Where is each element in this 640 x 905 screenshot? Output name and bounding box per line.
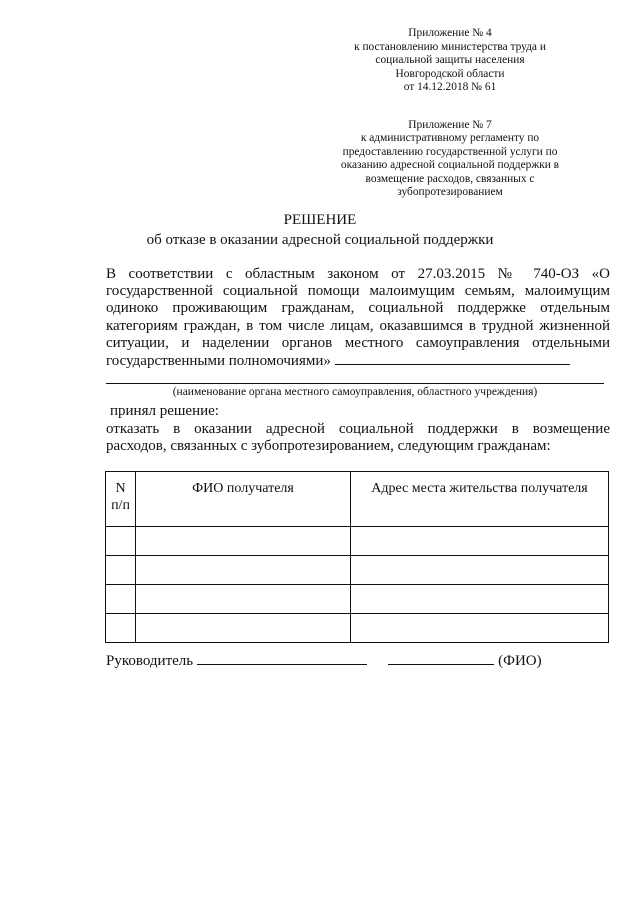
annex-line: социальной защиты населения bbox=[375, 54, 525, 67]
table-row bbox=[106, 614, 609, 643]
signature-block bbox=[106, 653, 542, 670]
table-cell[interactable] bbox=[351, 556, 609, 585]
table-cell[interactable] bbox=[351, 585, 609, 614]
annex-line: Приложение № 7 bbox=[408, 119, 492, 131]
paragraph-line: В соответствии с областным законом от 27.03.2015 № 740-ОЗ «О bbox=[106, 266, 610, 282]
table-cell[interactable] bbox=[351, 527, 609, 556]
column-header-address: Адрес места жительства получателя bbox=[351, 472, 609, 527]
blank-fill-line bbox=[335, 352, 570, 365]
table-cell[interactable] bbox=[136, 585, 351, 614]
annex-line: возмещение расходов, связанных с bbox=[365, 172, 535, 185]
paragraph-line: государственной социальной помощи малоимущим семьям, малоимущим bbox=[106, 283, 610, 300]
annex-line: предоставлению государственной услуги по bbox=[342, 145, 558, 158]
decision-label: принял решение: bbox=[110, 403, 219, 419]
authority-name-underline bbox=[106, 383, 604, 384]
paragraph-line: одиноко проживающим гражданам, социальной поддержке отдельным bbox=[106, 300, 610, 317]
paragraph-line: расходов, связанных с зубопротезированием, следующим гражданам: bbox=[106, 438, 551, 455]
paragraph-line: ситуации, и наделении органов местного самоуправления отдельными bbox=[106, 334, 610, 351]
column-header-name: ФИО получателя bbox=[136, 472, 351, 527]
authority-name-caption: (наименование органа местного самоуправления, областного учреждения) bbox=[172, 386, 538, 398]
document-title: РЕШЕНИЕ bbox=[283, 212, 357, 228]
annex-line: к административному регламенту по bbox=[360, 132, 540, 145]
table-cell[interactable] bbox=[136, 527, 351, 556]
fio-label: (ФИО) bbox=[498, 653, 542, 669]
annex-header-regulation bbox=[330, 119, 570, 199]
table-cell[interactable] bbox=[136, 614, 351, 643]
legal-basis-paragraph bbox=[106, 266, 610, 370]
paragraph-line: отказать в оказании адресной социальной поддержки в возмещение bbox=[106, 421, 610, 437]
document-subtitle: об отказе в оказании адресной социальной поддержки bbox=[146, 232, 494, 248]
table-cell[interactable] bbox=[106, 585, 136, 614]
annex-header-order bbox=[330, 27, 570, 95]
table-cell[interactable] bbox=[106, 556, 136, 585]
table-row bbox=[106, 585, 609, 614]
annex-line: Приложение № 4 bbox=[408, 27, 492, 39]
table-cell[interactable] bbox=[136, 556, 351, 585]
table-row bbox=[106, 527, 609, 556]
annex-line: от 14.12.2018 № 61 bbox=[403, 81, 497, 94]
refusal-paragraph bbox=[106, 421, 610, 455]
table-cell[interactable] bbox=[351, 614, 609, 643]
annex-line: к постановлению министерства труда и bbox=[354, 40, 546, 53]
table-cell[interactable] bbox=[106, 614, 136, 643]
annex-line: оказанию адресной социальной поддержки в bbox=[340, 159, 560, 172]
table-row bbox=[106, 556, 609, 585]
fio-line[interactable] bbox=[388, 653, 494, 665]
column-header-number: N п/п bbox=[106, 472, 136, 527]
signature-label: Руководитель bbox=[106, 653, 194, 669]
annex-line: зубопротезированием bbox=[397, 186, 503, 199]
annex-line: Новгородской области bbox=[395, 67, 505, 80]
table-cell[interactable] bbox=[106, 527, 136, 556]
recipients-table bbox=[105, 471, 609, 643]
paragraph-line: категориям граждан, в том числе лицам, оказавшимся в трудной жизненной bbox=[106, 317, 610, 334]
table-header-row bbox=[106, 472, 609, 527]
signature-line[interactable] bbox=[197, 653, 367, 665]
paragraph-line-last bbox=[106, 352, 610, 370]
paragraph-line-text: государственными полномочиями» bbox=[106, 353, 331, 370]
